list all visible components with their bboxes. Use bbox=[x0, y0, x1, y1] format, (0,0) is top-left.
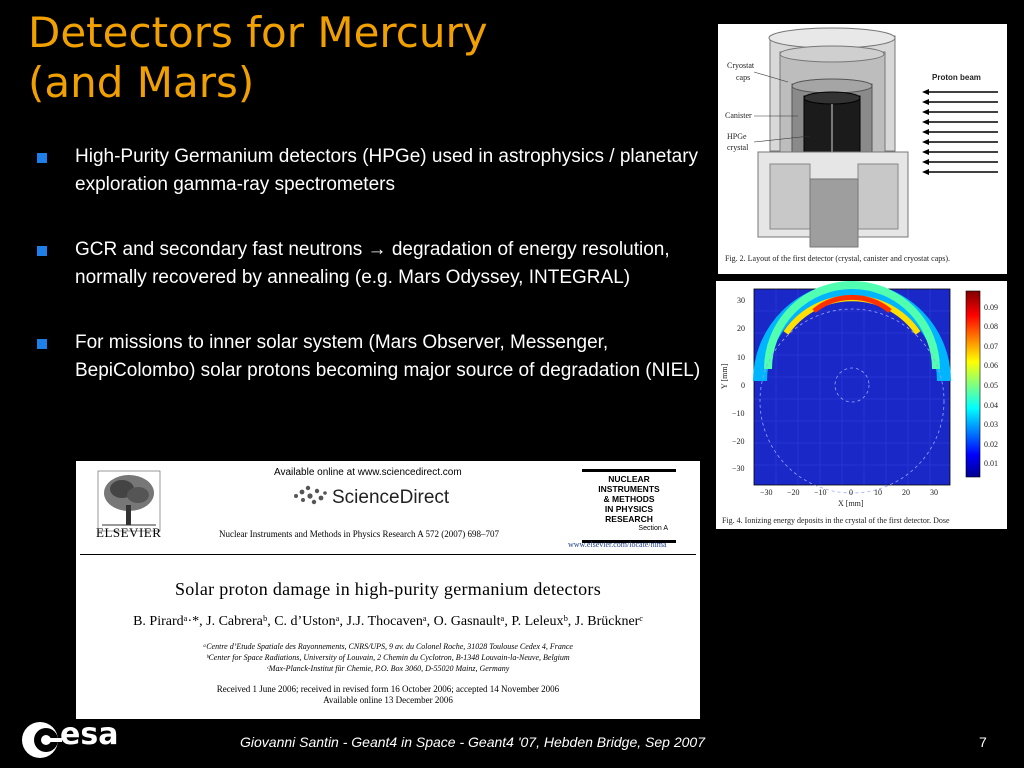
y-tick-label: −20 bbox=[732, 437, 745, 446]
x-tick-label: 10 bbox=[874, 488, 882, 497]
crystal-label: crystal bbox=[727, 143, 749, 152]
detector-layout-figure bbox=[718, 24, 1007, 274]
journal-name-line: & METHODS bbox=[603, 494, 655, 504]
journal-section: Section A bbox=[638, 525, 668, 532]
bullet-square-icon bbox=[37, 246, 47, 256]
journal-name-line: INSTRUMENTS bbox=[598, 484, 660, 494]
y-tick-label: 30 bbox=[737, 296, 745, 305]
x-tick-label: −10 bbox=[814, 488, 827, 497]
affiliation-line: ᶜMax-Planck-Institut für Chemie, P.O. Box 3060, D-55020 Mainz, Germany bbox=[266, 664, 510, 673]
sciencedirect-logo-text: ScienceDirect bbox=[332, 487, 450, 508]
bullet-item bbox=[34, 329, 714, 385]
y-tick-label: −30 bbox=[732, 464, 745, 473]
footer-text: Giovanni Santin - Geant4 in Space - Geant4 '07, Hebden Bridge, Sep 2007 bbox=[240, 734, 705, 750]
x-tick-label: 20 bbox=[902, 488, 910, 497]
y-tick-label: 10 bbox=[737, 353, 745, 362]
hpge-label: HPGe bbox=[727, 132, 747, 141]
paper-header-image bbox=[76, 461, 700, 719]
colorbar-tick-label: 0.09 bbox=[984, 303, 998, 312]
colorbar-tick-label: 0.06 bbox=[984, 361, 998, 370]
colorbar-tick-label: 0.02 bbox=[984, 440, 998, 449]
y-tick-label: 0 bbox=[741, 381, 745, 390]
journal-name-line: IN PHYSICS bbox=[604, 504, 654, 514]
bullet-text: High-Purity Germanium detectors (HPGe) used in astrophysics / planetary exploration gamma-ray spectrometers bbox=[75, 146, 699, 195]
x-tick-label: 0 bbox=[849, 488, 853, 497]
online-date: Available online 13 December 2006 bbox=[323, 695, 453, 705]
available-online-text: Available online at www.sciencedirect.com bbox=[274, 467, 462, 478]
detector-cutaway-drawing bbox=[718, 24, 1007, 274]
affiliation-line: ᵃCentre d’Etude Spatiale des Rayonnements, CNRS/UPS, 9 av. du Colonel Roche, 31028 Toulouse Cedex 4, France bbox=[203, 642, 573, 651]
bullet-square-icon bbox=[37, 339, 47, 349]
canister-label: Canister bbox=[725, 111, 752, 120]
x-tick-label: −20 bbox=[787, 488, 800, 497]
figure-caption: Fig. 4. Ionizing energy deposits in the crystal of the first detector. Dose bbox=[722, 516, 950, 525]
journal-reference: Nuclear Instruments and Methods in Physics Research A 572 (2007) 698–707 bbox=[219, 529, 499, 539]
proton-beam-label: Proton beam bbox=[932, 73, 981, 82]
y-tick-label: −10 bbox=[732, 409, 745, 418]
bullet-list bbox=[34, 143, 714, 422]
y-tick-label: 20 bbox=[737, 324, 745, 333]
cryostat-label: Cryostat bbox=[727, 61, 755, 70]
x-axis-label: X [mm] bbox=[838, 499, 864, 508]
sciencedirect-dots-icon bbox=[290, 482, 330, 508]
bullet-text: GCR and secondary fast neutrons → degradation of energy resolution, normally recovered by annealing (e.g. Mars Odyssey, INTEGRAL) bbox=[75, 239, 670, 288]
publisher-name: ELSEVIER bbox=[96, 525, 162, 540]
x-tick-label: 30 bbox=[930, 488, 938, 497]
esa-logo-icon bbox=[20, 720, 62, 760]
bullet-item bbox=[34, 236, 714, 292]
bullet-item bbox=[34, 143, 714, 199]
article-authors: B. Pirardᵃ·*, J. Cabreraᵇ, C. d’Ustonᵃ, J.J. Thocavenᵃ, O. Gasnaultᵃ, P. Leleuxᵇ, J. Brücknerᶜ bbox=[133, 614, 643, 629]
affiliations bbox=[76, 641, 700, 674]
journal-url: www.elsevier.com/locate/nima bbox=[568, 540, 667, 549]
title-line-1: Detectors for Mercury bbox=[28, 8, 488, 57]
affiliation-line: ᵇCenter for Space Radiations, University of Louvain, 2 Chemin du Cyclotron, B-1348 Louvain-la-Neuve, Belgium bbox=[206, 653, 570, 662]
nima-journal-logo bbox=[582, 469, 676, 543]
journal-name-line: NUCLEAR bbox=[608, 474, 650, 484]
caps-label: caps bbox=[736, 73, 751, 82]
colorbar-tick-label: 0.07 bbox=[984, 342, 998, 351]
figure-caption: Fig. 2. Layout of the first detector (crystal, canister and cryostat caps). bbox=[725, 254, 951, 263]
bullet-square-icon bbox=[37, 153, 47, 163]
bullet-text: For missions to inner solar system (Mars Observer, Messenger, BepiColombo) solar protons becoming major source of degradation (NIEL) bbox=[75, 332, 701, 381]
x-tick-label: −30 bbox=[760, 488, 773, 497]
colorbar-tick-label: 0.01 bbox=[984, 459, 998, 468]
title-line-2: (and Mars) bbox=[28, 58, 255, 107]
received-dates: Received 1 June 2006; received in revised form 16 October 2006; accepted 14 November 2006 bbox=[216, 684, 560, 694]
esa-logo-text: esa bbox=[60, 717, 119, 752]
article-dates bbox=[76, 684, 700, 706]
colorbar-tick-label: 0.08 bbox=[984, 322, 998, 331]
page-number: 7 bbox=[979, 734, 987, 750]
slide-title bbox=[28, 8, 488, 108]
colorbar-tick-label: 0.03 bbox=[984, 420, 998, 429]
journal-name-line: RESEARCH bbox=[605, 514, 653, 524]
y-axis-label: Y [mm] bbox=[720, 363, 729, 389]
colorbar-tick-label: 0.04 bbox=[984, 401, 998, 410]
article-title: Solar proton damage in high-purity germanium detectors bbox=[174, 579, 602, 599]
colorbar-tick-label: 0.05 bbox=[984, 381, 998, 390]
dose-map-figure bbox=[716, 281, 1007, 529]
header-divider bbox=[80, 554, 696, 555]
